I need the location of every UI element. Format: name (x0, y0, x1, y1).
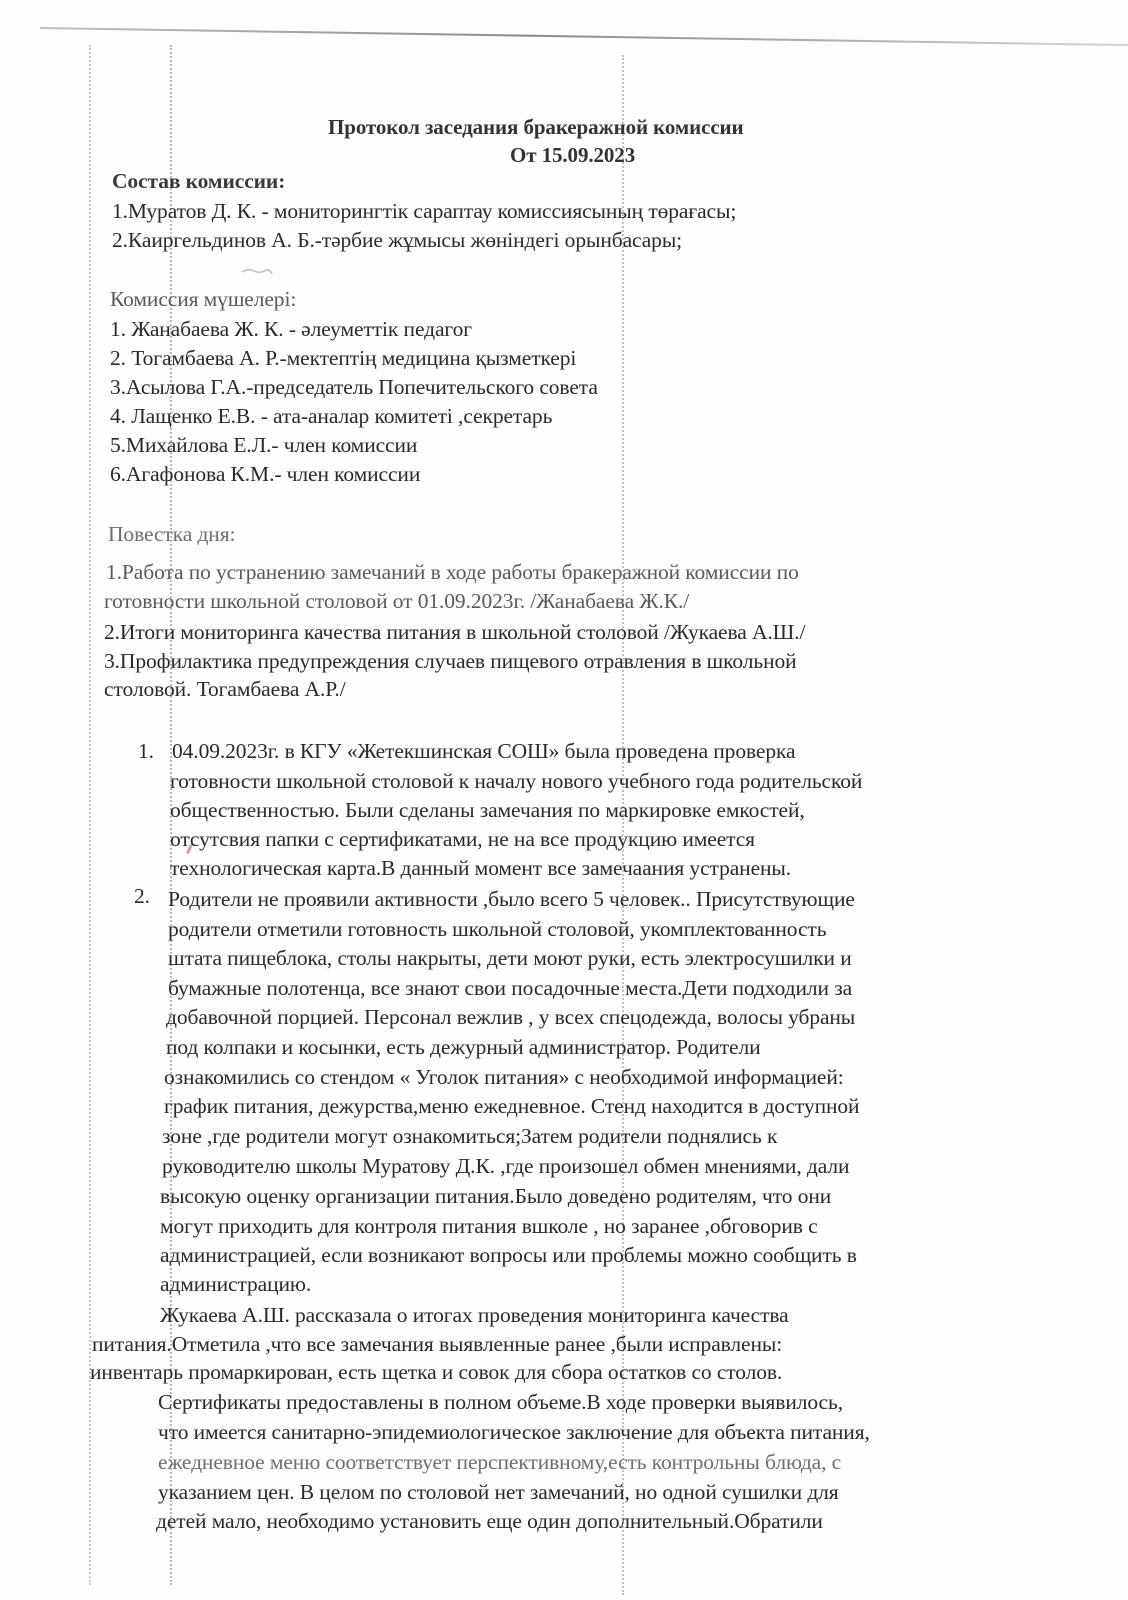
agenda-line: столовой. Тогамбаева А.Р./ (104, 677, 346, 701)
item-1-line: готовности школьной столовой к началу нового учебного года родительской (170, 769, 863, 793)
member-item: 5.Михайлова Е.Л.- член комиссии (110, 433, 418, 457)
agenda-line: 1.Работа по устранению замечаний в ходе работы бракеражной комиссии по (106, 560, 799, 584)
item-1-line: 04.09.2023г. в КГУ «Жетекшинская СОШ» была проведена проверка (172, 739, 796, 763)
report-line: Жукаева А.Ш. рассказала о итогах проведения мониторинга качества (160, 1303, 789, 1327)
agenda-line: 3.Профилактика предупреждения случаев пищевого отравления в школьной (104, 649, 797, 673)
item-2-line: руководителю школы Муратову Д.К. ,где произошел обмен мнениями, дали (162, 1154, 850, 1178)
document-date: От 15.09.2023 (510, 143, 636, 167)
report-continued-line: Сертификаты предоставлены в полном объеме.В ходе проверки выявилось, (158, 1390, 843, 1414)
composition-item: 2.Каиргельдинов А. Б.-тәрбие жұмысы жөніндегі орынбасары; (112, 228, 683, 252)
agenda-line: готовности школьной столовой от 01.09.2023г. /Жанабаева Ж.К./ (104, 589, 690, 613)
member-item: 3.Асылова Г.А.-председатель Попечительского совета (110, 375, 598, 399)
composition-item: 1.Муратов Д. К. - мониторингтік сараптау комиссиясының төрағасы; (112, 199, 737, 223)
member-item: 4. Лащенко Е.В. - ата-аналар комитеті ,секретарь (110, 404, 553, 428)
members-heading: Комиссия мүшелері: (110, 287, 297, 311)
member-item: 6.Агафонова К.М.- член комиссии (110, 462, 421, 486)
item-2-line: администрацией, если возникают вопросы или проблемы можно сообщить в (160, 1243, 857, 1267)
item-2-line: могут приходить для контроля питания вшколе , но заранее ,обговорив с (160, 1214, 818, 1238)
report-continued-line: ежедневное меню соответствует перспективному,есть контрольны блюда, с (158, 1450, 842, 1474)
item-2-line: добавочной порцией. Персонал вежлив , у всех спецодежда, волосы убраны (166, 1005, 856, 1029)
member-item: 2. Тогамбаева А. Р.-мектептің медицина қызметкері (110, 346, 577, 370)
ink-smudge-icon (240, 266, 274, 276)
member-item: 1. Жанабаева Ж. К. - әлеуметтік педагог (110, 317, 472, 341)
document-title: Протокол заседания бракеражной комиссии (328, 115, 744, 139)
item-2-line: администрацию. (160, 1272, 312, 1296)
item-2-line: Родители не проявили активности ,было всего 5 человек.. Присутствующие (168, 887, 855, 911)
item-1-line: технологическая карта.В данный момент все замечаания устранены. (170, 856, 792, 880)
item-2-line: под колпаки и косынки, есть дежурный администратор. Родители (166, 1035, 761, 1059)
report-continued-line: детей мало, необходимо установить еще один дополнительный.Обратили (156, 1509, 823, 1533)
item-2-number: 2. (134, 884, 150, 908)
scan-edge-line (40, 27, 1128, 46)
item-1-number: 1. (138, 739, 154, 763)
item-2-line: высокую оценку организации питания.Было доведено родителям, что они (160, 1184, 832, 1208)
fold-mark-left (89, 45, 91, 1585)
report-continued-line: что имеется санитарно-эпидемиологическое заключение для объекта питания, (158, 1420, 870, 1444)
item-2-line: ознакомились со стендом « Уголок питания» с необходимой информацией: (164, 1065, 844, 1089)
item-1-line: общественностью. Были сделаны замечания по маркировке емкостей, (170, 798, 805, 822)
item-2-line: бумажные полотенца, все знают свои посадочные места.Дети подходили за (168, 976, 853, 1000)
composition-heading: Состав комиссии: (112, 169, 286, 193)
item-2-line: зоне ,где родители могут ознакомиться;Затем родители поднялись к (162, 1124, 778, 1148)
agenda-line: 2.Итоги мониторинга качества питания в школьной столовой /Жукаева А.Ш./ (104, 620, 806, 644)
item-2-line: график питания, дежурства,меню ежедневное. Стенд находится в доступной (164, 1094, 860, 1118)
report-line: инвентарь промаркирован, есть щетка и совок для сбора остатков со столов. (90, 1360, 783, 1384)
item-2-line: родители отметили готовность школьной столовой, укомплектованность (168, 917, 827, 941)
item-2-line: штата пищеблока, столы накрыты, дети моют руки, есть электросушилки и (168, 946, 852, 970)
agenda-heading: Повестка дня: (108, 522, 236, 546)
report-line: питания.Отметила ,что все замечания выявленные ранее ,были исправлены: (92, 1332, 783, 1356)
item-1-line: отсутсвия папки с сертификатами, не на все продукцию имеется (170, 827, 755, 851)
report-continued-line: указанием цен. В целом по столовой нет замечаний, но одной сушилки для (158, 1480, 839, 1504)
